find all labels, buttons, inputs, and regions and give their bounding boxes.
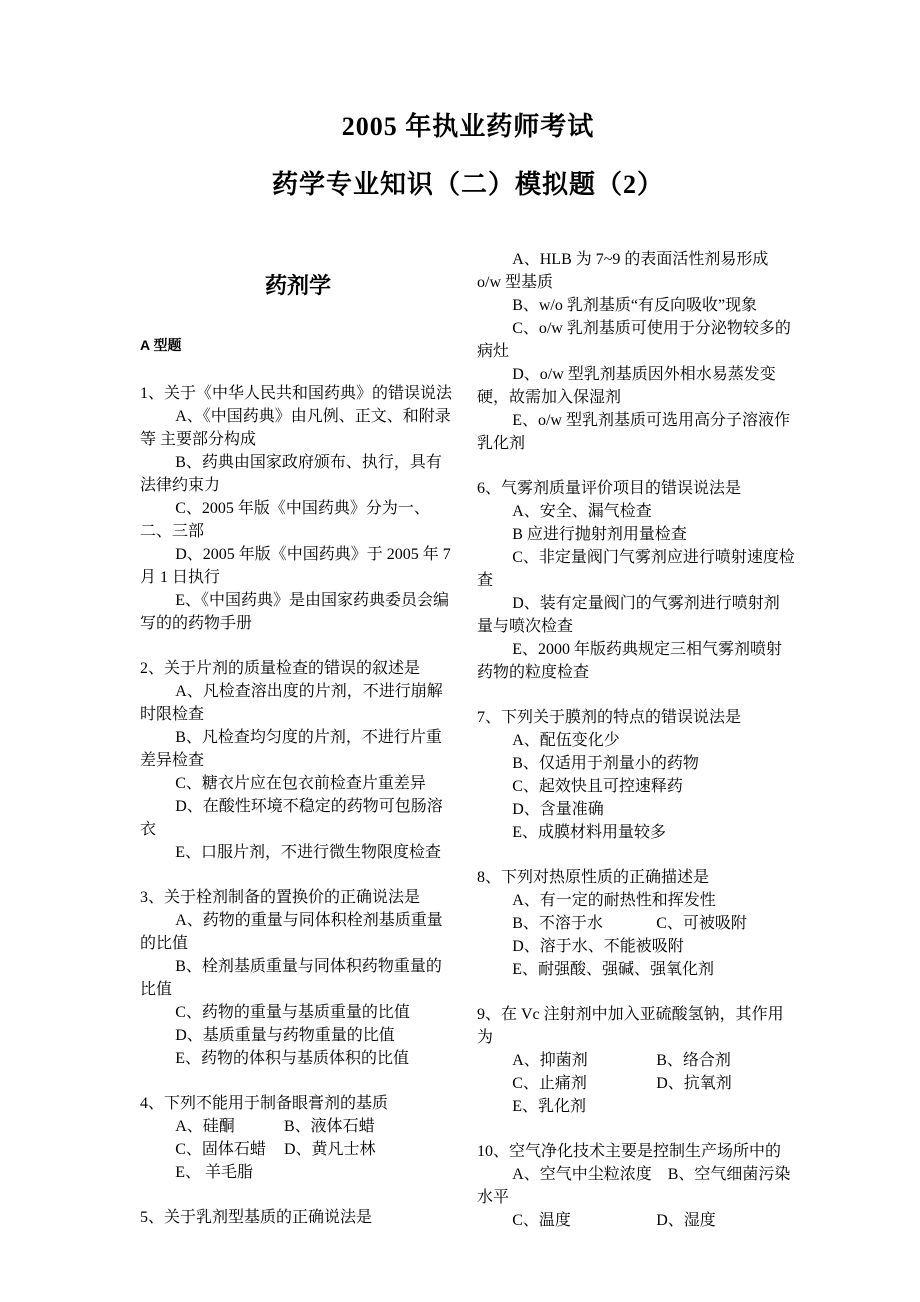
option-line: B 应进行抛射剂用量检查 <box>512 526 687 543</box>
option-line: D、在酸性环境不稳定的药物可包肠溶衣 <box>140 798 443 838</box>
option-line: E、乳化剂 <box>512 1098 586 1115</box>
question-block <box>477 1003 795 1118</box>
question-block <box>140 657 456 864</box>
option-line: D、o/w 型乳剂基质因外相水易蒸发变硬，故需加入保湿剂 <box>477 366 776 406</box>
question-type-heading: A 型题 <box>140 337 182 353</box>
option-line: E、耐强酸、强碱、强氧化剂 <box>512 961 714 978</box>
option-line: E、2000 年版药典规定三相气雾剂喷射药物的粒度检查 <box>477 641 782 681</box>
right-column <box>477 248 795 1254</box>
option-item: C、止痛剂 <box>512 1075 587 1092</box>
question-block <box>140 382 456 635</box>
question-stem: 3、关于栓剂制备的置换价的正确说法是 <box>140 889 421 906</box>
option-line: A、有一定的耐热性和挥发性 <box>512 892 716 909</box>
question-block <box>477 866 795 981</box>
option-line: B、w/o 乳剂基质“有反向吸收”现象 <box>512 297 758 314</box>
option-line: C、2005 年版《中国药典》分为一、二、三部 <box>140 500 430 540</box>
section-title: 药剂学 <box>264 273 331 298</box>
option-item: D、抗氧剂 <box>656 1075 732 1092</box>
option-item: B、不溶于水 <box>512 915 603 932</box>
option-item: D、湿度 <box>656 1212 716 1229</box>
option-line: E、 羊毛脂 <box>175 1164 253 1181</box>
question-stem: 6、气雾剂质量评价项目的错误说法是 <box>477 480 742 497</box>
option-line: C、起效快且可控速释药 <box>512 778 683 795</box>
option-item: C、温度 <box>512 1212 571 1229</box>
question-block <box>477 477 795 684</box>
option-line: B、凡检查均匀度的片剂，不进行片重差异检查 <box>140 729 442 769</box>
option-item: B、络合剂 <box>656 1052 731 1069</box>
option-item: C、固体石蜡 <box>175 1141 266 1158</box>
option-item: C、可被吸附 <box>656 915 747 932</box>
option-line: C、o/w 乳剂基质可使用于分泌物较多的病灶 <box>477 320 791 360</box>
option-line: A、HLB 为 7~9 的表面活性剂易形成 o/w 型基质 <box>477 251 769 291</box>
option-line <box>140 1138 456 1161</box>
option-item: A、抑菌剂 <box>512 1052 588 1069</box>
question-stem: 8、下列对热原性质的正确描述是 <box>477 869 710 886</box>
option-line: D、基质重量与药物重量的比值 <box>175 1027 395 1044</box>
option-line: D、溶于水、不能被吸附 <box>512 938 684 955</box>
option-line: D、2005 年版《中国药典》于 2005 年 7 月 1 日执行 <box>140 546 451 586</box>
document-subtitle: 药学专业知识（二）模拟题（2） <box>271 170 664 199</box>
option-item: B、空气细菌污染水平 <box>477 1166 791 1206</box>
question-block <box>477 706 795 844</box>
option-line: D、含量准确 <box>512 801 604 818</box>
option-line: E、《中国药典》是由国家药典委员会编写的的药物手册 <box>140 592 449 632</box>
question-stem: 9、在 Vc 注射剂中加入亚硫酸氢钠，其作用为 <box>477 1006 784 1046</box>
option-line: C、糖衣片应在包衣前检查片重差异 <box>175 775 426 792</box>
document-title: 2005 年执业药师考试 <box>341 112 595 141</box>
option-line <box>477 1072 795 1095</box>
question-block <box>140 886 456 1070</box>
option-line <box>477 1163 795 1209</box>
option-line: A、药物的重量与同体积栓剂基质重量的比值 <box>140 912 443 952</box>
option-line: E、药物的体积与基质体积的比值 <box>175 1050 409 1067</box>
question-block <box>477 1140 795 1232</box>
option-line: A、安全、漏气检查 <box>512 503 652 520</box>
question-stem: 5、关于乳剂型基质的正确说法是 <box>140 1209 373 1226</box>
option-item: B、液体石蜡 <box>283 1118 375 1135</box>
option-line <box>140 1115 456 1138</box>
option-line: D、装有定量阀门的气雾剂进行喷射剂量与喷次检查 <box>477 595 780 635</box>
left-column <box>140 272 456 1251</box>
question-stem: 10、空气净化技术主要是控制生产场所中的 <box>477 1143 782 1160</box>
option-line: A、《中国药典》由凡例、正文、和附录等 主要部分构成 <box>140 408 451 448</box>
option-line <box>477 1209 795 1232</box>
option-item: A、硅酮 <box>175 1118 235 1135</box>
question-stem: 1、关于《中华人民共和国药典》的错误说法 <box>140 385 453 402</box>
option-line: B、仅适用于剂量小的药物 <box>512 755 699 772</box>
option-line: B、栓剂基质重量与同体积药物重量的比值 <box>140 958 442 998</box>
option-line: A、凡检查溶出度的片剂，不进行崩解时限检查 <box>140 683 443 723</box>
option-line: B、药典由国家政府颁布、执行，具有法律约束力 <box>140 454 442 494</box>
option-item: D、黄凡士林 <box>283 1141 376 1158</box>
option-line: E、o/w 型乳剂基质可选用高分子溶液作乳化剂 <box>477 412 790 452</box>
question-block <box>140 1092 456 1184</box>
question-stem: 2、关于片剂的质量检查的错误的叙述是 <box>140 660 421 677</box>
option-line <box>477 912 795 935</box>
option-line: E、成膜材料用量较多 <box>512 824 666 841</box>
option-line <box>477 1049 795 1072</box>
option-line: A、配伍变化少 <box>512 732 620 749</box>
question-block <box>140 1206 456 1229</box>
option-line: E、口服片剂，不进行微生物限度检查 <box>175 844 441 861</box>
right-questions <box>477 248 795 1232</box>
question-block <box>477 248 795 455</box>
option-line: C、药物的重量与基质重量的比值 <box>175 1004 410 1021</box>
question-stem: 7、下列关于膜剂的特点的错误说法是 <box>477 709 742 726</box>
question-stem: 4、下列不能用于制备眼膏剂的基质 <box>140 1095 389 1112</box>
option-line: C、非定量阀门气雾剂应进行喷射速度检查 <box>477 549 795 589</box>
option-item: A、空气中尘粒浓度 <box>512 1166 652 1183</box>
left-questions <box>140 382 456 1229</box>
